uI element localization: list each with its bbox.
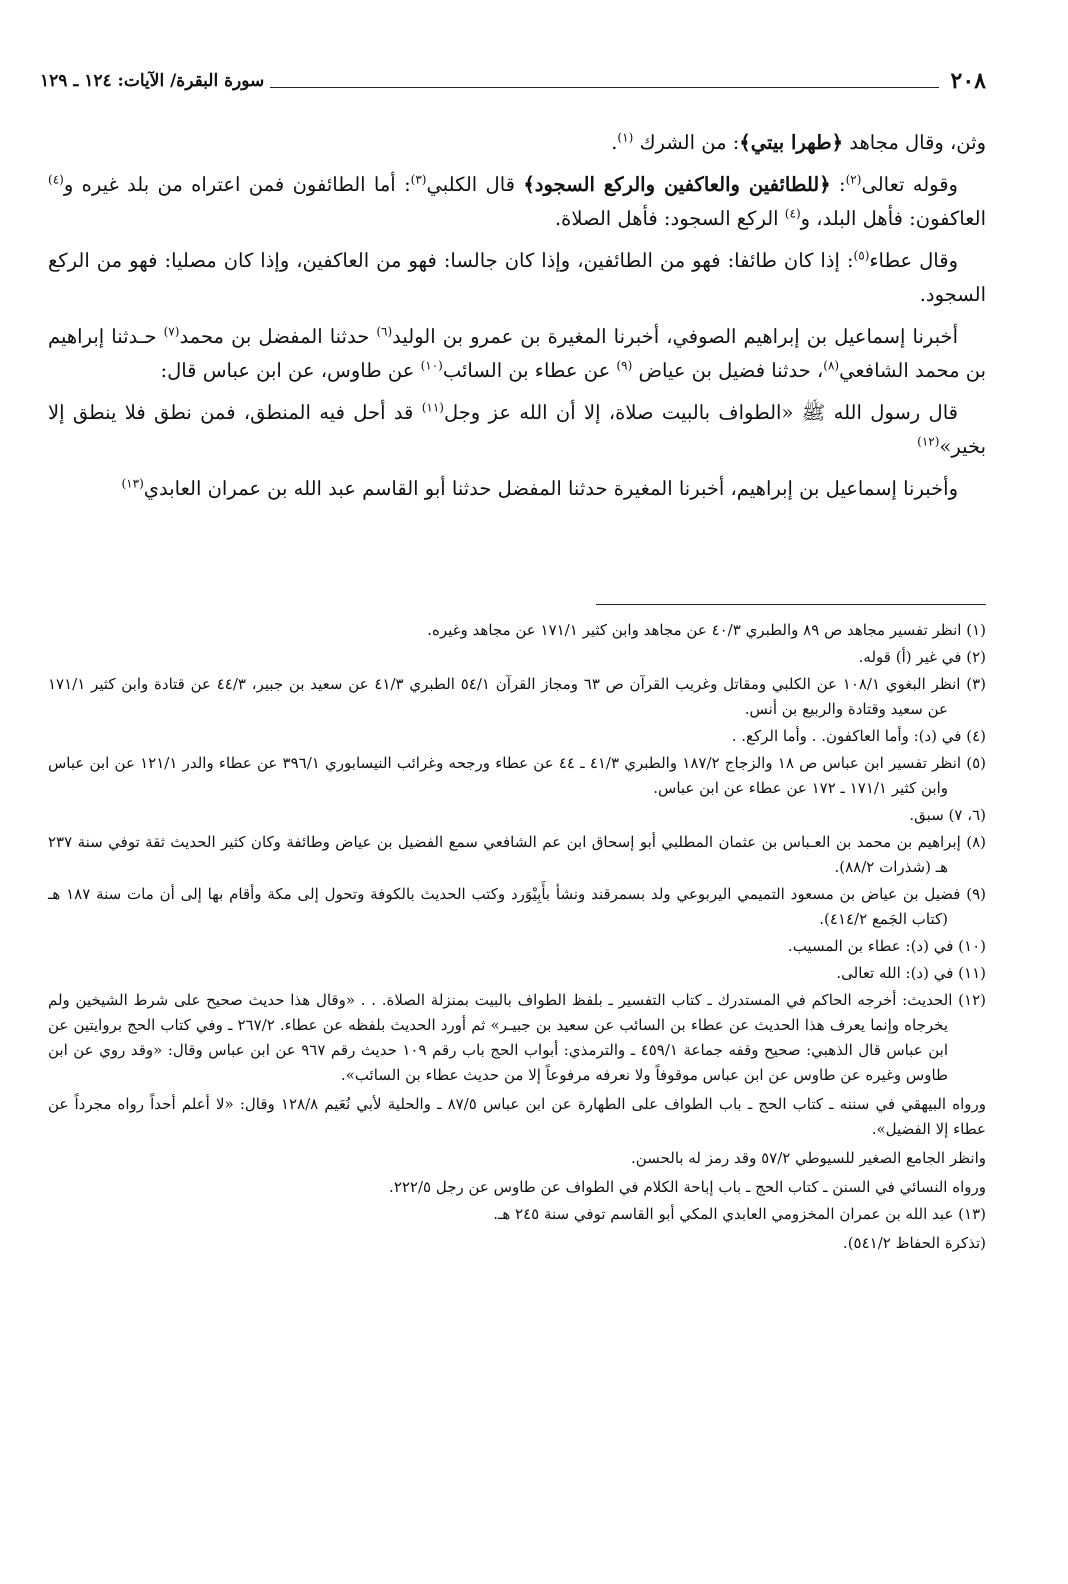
paragraph-1: وثن، وقال مجاهد ﴿طهرا بيتي﴾: من الشرك $^{(١)}$. (611, 130, 986, 154)
quran-quote: ﴿طهرا بيتي﴾ (739, 131, 844, 154)
footnote-ref[interactable]: (٩) (616, 358, 633, 373)
quran-quote: ﴿للطائفين والعاكفين والركع السجود﴾ (523, 173, 831, 196)
footnote-ref[interactable]: (٤) (784, 206, 801, 221)
footnote-ref[interactable]: (٨) (823, 358, 840, 373)
footnote-ref[interactable]: (٢) (845, 172, 862, 187)
footnote: (١٢) الحديث: أخرجه الحاكم في المستدرك ـ كتاب التفسير ـ بلفظ الطواف بالبيت بمنزلة الصلاة. . . «وقال هذا حديث صحيح على شرط الشيخين ولم يخرجاه وإنما يعرف هذا الحديث عن عطاء بن السائب عن سعيد بن جبيـر» ثم أورد الحديث بلفظه عن عطاء. ٢٦٧/٢ ـ وفي كتاب الحج بروايتين عن ابن عباس قال الذهبي: صحيح وقفه جماعة ٤٥٩/١ ـ والترمذي: أبواب الحج باب رقم ١٠٩ حديث رقم ٩٦٧ عن ابن عباس وقال: «وقد روي عن ابن طاوس وغيره عن طاوس عن ابن عباس موقوفاً ولا نعرفه مرفوعاً إلا من حديث عطاء بن السائب». (48, 991, 986, 1084)
footnote-separator (596, 604, 986, 605)
footnote: (١١) في (د): الله تعالى. (836, 964, 986, 982)
paragraph-5: قال رسول الله ﷺ «الطواف بالبيت صلاة، إلا أن الله عز وجل$^{(١١)}$ قد أحل فيه المنطق، فمن نطق فلا ينطق إلا بخير»$^{(١٢)}$ (48, 400, 986, 458)
paragraph-6: وأخبرنا إسماعيل بن إبراهيم، أخبرنا المغيرة حدثنا المفضل حدثنا أبو القاسم عبد الله بن عمران العابدي$^{(١٣)}$ (121, 476, 958, 500)
footnote: (١٠) في (د): عطاء بن المسيب. (787, 937, 986, 955)
footnote-ref[interactable]: (١) (617, 130, 634, 145)
footnote-continuation: ورواه البيهقي في سننه ـ كتاب الحج ـ باب الطواف على الطهارة عن ابن عباس ٨٧/٥ ـ والحلية لأبي نُعَيم ١٢٨/٨ وقال: «لا أعلم أحداً رواه مجرداً عن عطاء إلا الفضيل». (48, 1095, 986, 1138)
footnote-continuation: ورواه النسائي في السنن ـ كتاب الحج ـ باب إباحة الكلام في الطواف عن طاوس عن رجل ٢٢٢/٥. (389, 1178, 986, 1196)
footnote: (٦، ٧) سبق. (909, 806, 986, 824)
footnote-ref[interactable]: (١١) (421, 400, 444, 415)
footnote-continuation: وانظر الجامع الصغير للسيوطي ٥٧/٢ وقد رمز له بالحسن. (631, 1149, 986, 1167)
footnote: (١) انظر تفسير مجاهد ص ٨٩ والطبري ٤٠/٣ عن مجاهد وابن كثير ١٧١/١ عن مجاهد وغيره. (427, 621, 986, 639)
footnote-ref[interactable]: (٤) (48, 172, 64, 187)
footnote-ref[interactable]: (٦) (376, 324, 393, 339)
paragraph-4: أخبرنا إسماعيل بن إبراهيم الصوفي، أخبرنا المغيرة بن عمرو بن الوليد$^{(٦)}$ حدثنا المفضل بن محمد$^{(٧)}$ حـدثنا إبراهيم بن محمد الشافعي$^{(٨)}$، حدثنا فضيل بن عياض $^{(٩)}$ عن عطاء بن السائب$^{(١٠)}$ عن طاوس، عن ابن عباس قال: (48, 324, 986, 382)
paragraph-2: وقوله تعالى$^{(٢)}$: ﴿للطائفين والعاكفين والركع السجود﴾ قال الكلبي$^{(٣)}$: أما الطائفون فمن اعتراه من بلد غيره و$^{(٤)}$ العاكفون: فأهل البلد، و$^{(٤)}$ الركع السجود: فأهل الصلاة. (48, 172, 986, 230)
running-title: سورة البقرة/ الآيات: ١٢٤ ـ ١٢٩ (40, 71, 265, 91)
footnote-ref[interactable]: (٥) (853, 248, 870, 263)
page-number: ٢٠٨ (950, 68, 986, 94)
footnote: (٥) انظر تفسير ابن عباس ص ١٨ والزجاج ١٨٧/٢ والطبري ٤١/٣ ـ ٤٤ عن عطاء ورجحه وغرائب النيسابوري ٣٩٦/١ عن عطاء والدر ١٢١/١ عن ابن عباس وابن كثير ١٧١/١ ـ ١٧٢ عن عطاء عن ابن عباس. (48, 754, 987, 797)
footnote-continuation: (تذكرة الحفاظ ٥٤١/٢). (842, 1234, 986, 1252)
footnote-ref[interactable]: (١٢) (917, 434, 940, 449)
paragraph-3: وقال عطاء$^{(٥)}$: إذا كان طائفا: فهو من الطائفين، وإذا كان جالسا: فهو من العاكفين، وإذا كان مصليا: فهو من الركع السجود. (48, 248, 986, 306)
footnote: (٤) في (د): وأما العاكفون. . وأما الركع. . (731, 727, 986, 745)
footnote-ref[interactable]: (١٣) (121, 476, 144, 491)
footnote-ref[interactable]: (٣) (410, 172, 427, 187)
footnote-ref[interactable]: (٧) (163, 324, 180, 339)
header-rule (270, 87, 938, 88)
page-header (40, 64, 986, 98)
footnotes (48, 618, 986, 1258)
footnote: (٨) إبراهيم بن محمد بن العـباس بن عثمان المطلبي أبو إسحاق ابن عم الشافعي سمع الفضيل بن عياض وطائفة وكان كثير الحديث ثقة توفي سنة ٢٣٧ هـ (شذرات ٨٨/٢). (48, 833, 986, 876)
footnote-ref[interactable]: (١٠) (420, 358, 443, 373)
main-text (48, 126, 986, 514)
footnote: (٢) في غير (أ) قوله. (858, 648, 986, 666)
footnote: (٣) انظر البغوي ١٠٨/١ عن الكلبي ومقاتل وغريب القرآن ص ٦٣ ومجاز القرآن ٥٤/١ الطبري ٤١/٣ عن سعيد بن جبير، ٤٤/٣ عن قتادة وابن كثير ١٧١/١ عن سعيد وقتادة والربيع بن أنس. (48, 675, 987, 718)
footnote: (٩) فضيل بن عياض بن مسعود التميمي اليربوعي ولد بسمرقند ونشأ بأَبِيْوَرد وكتب الحديث بالكوفة وتحول إلى مكة وأقام بها إلى أن مات سنة ١٨٧ هـ (كتاب الجَمع ٤١٤/٢). (48, 885, 986, 928)
footnote: (١٣) عبد الله بن عمران المخزومي العابدي المكي أبو القاسم توفي سنة ٢٤٥ هـ. (493, 1205, 986, 1223)
